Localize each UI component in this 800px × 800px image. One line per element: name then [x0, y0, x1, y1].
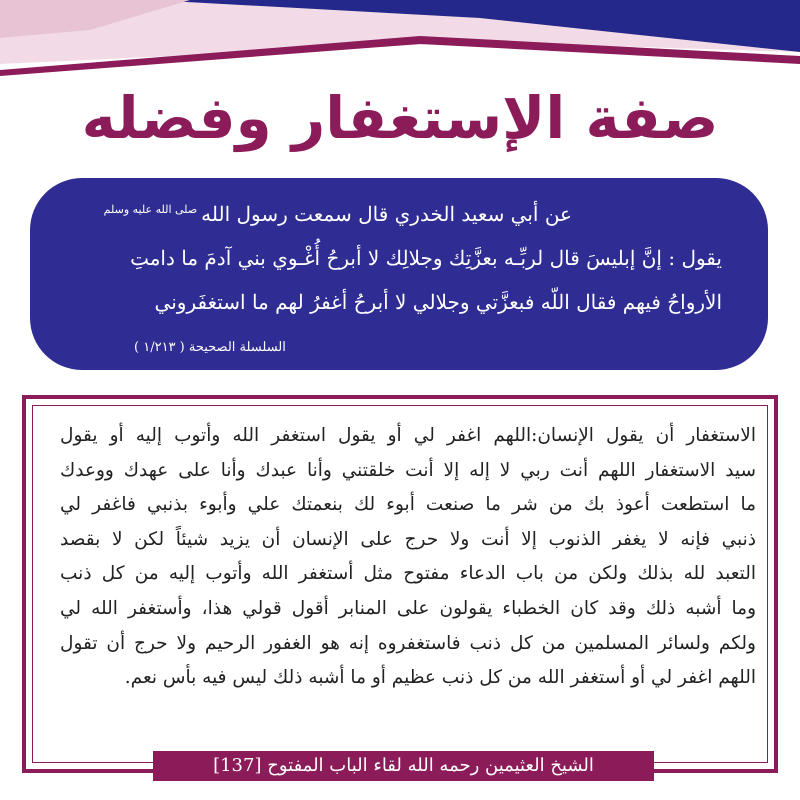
fatwa-line: ولكم ولسائر المسلمين من كل ذنب فاستغفروه إنه هو الغفور الرحيم ولا حرج أن تقول — [60, 632, 756, 654]
fatwa-line: ما استطعت أعوذ بك من شر ما صنعت أبوء لك بنعمتك علي وأبوء بذنبي فاغفر لي — [60, 494, 756, 516]
decorative-banner — [0, 0, 800, 80]
fatwa-source: الشيخ العثيمين رحمه الله لقاء الباب المفتوح [137] — [153, 751, 654, 781]
fatwa-line: سيد الاستغفار اللهم أنت ربي لا إله إلا أنت خلقتني وأنا عبدك وأنا على عهدك ووعدك — [60, 459, 756, 481]
fatwa-line: اللهم اغفر لي أو أستغفر الله من كل ذنب عظيم أو ما أشبه ذلك ليس فيه بأس نعم. — [124, 667, 756, 689]
fatwa-line: ذنبي فإنه لا يغفر الذنوب إلا أنت ولا حرج على الإنسان أن يزيد شيئاً لكن لا بقصد — [60, 528, 756, 550]
page-title: صفة الإستغفار وفضله — [81, 84, 719, 152]
hadith-line-text: عن أبي سعيد الخدري قال سمعت رسول الله — [201, 202, 572, 226]
salutation-glyph: صلى الله عليه وسلم — [103, 203, 198, 217]
hadith-source: السلسلة الصحيحة ( ١/٢١٣ ) — [134, 340, 286, 355]
hadith-line: الأرواحُ فيهم فقال اللّه فبعزَّتي وجلالي لا أبرحُ أغفرُ لهم ما استغفَروني — [154, 290, 722, 314]
fatwa-line: وما أشبه ذلك وقد كان الخطباء يقولون على المنابر أقول قولي هذا، وأستغفر الله لي — [60, 597, 756, 619]
fatwa-line: التعبد لله بذلك ولكن من باب الدعاء مفتوح مثل أستغفر الله وأتوب إليه من كل ذنب — [60, 563, 756, 585]
fatwa-line: الاستغفار أن يقول الإنسان:اللهم اغفر لي أو يقول استغفر الله وأتوب إليه أو يقول — [60, 425, 756, 446]
hadith-line: يقول : إنَّ إبليسَ قال لربِّـه بعزَّتِك وجلالِك لا أبرحُ أُغْـوي بني آدمَ ما دامتِ — [130, 246, 722, 270]
fatwa-box — [22, 395, 778, 773]
fatwa-text — [60, 419, 756, 696]
hadith-line — [76, 192, 722, 236]
hadith-box — [30, 178, 768, 370]
